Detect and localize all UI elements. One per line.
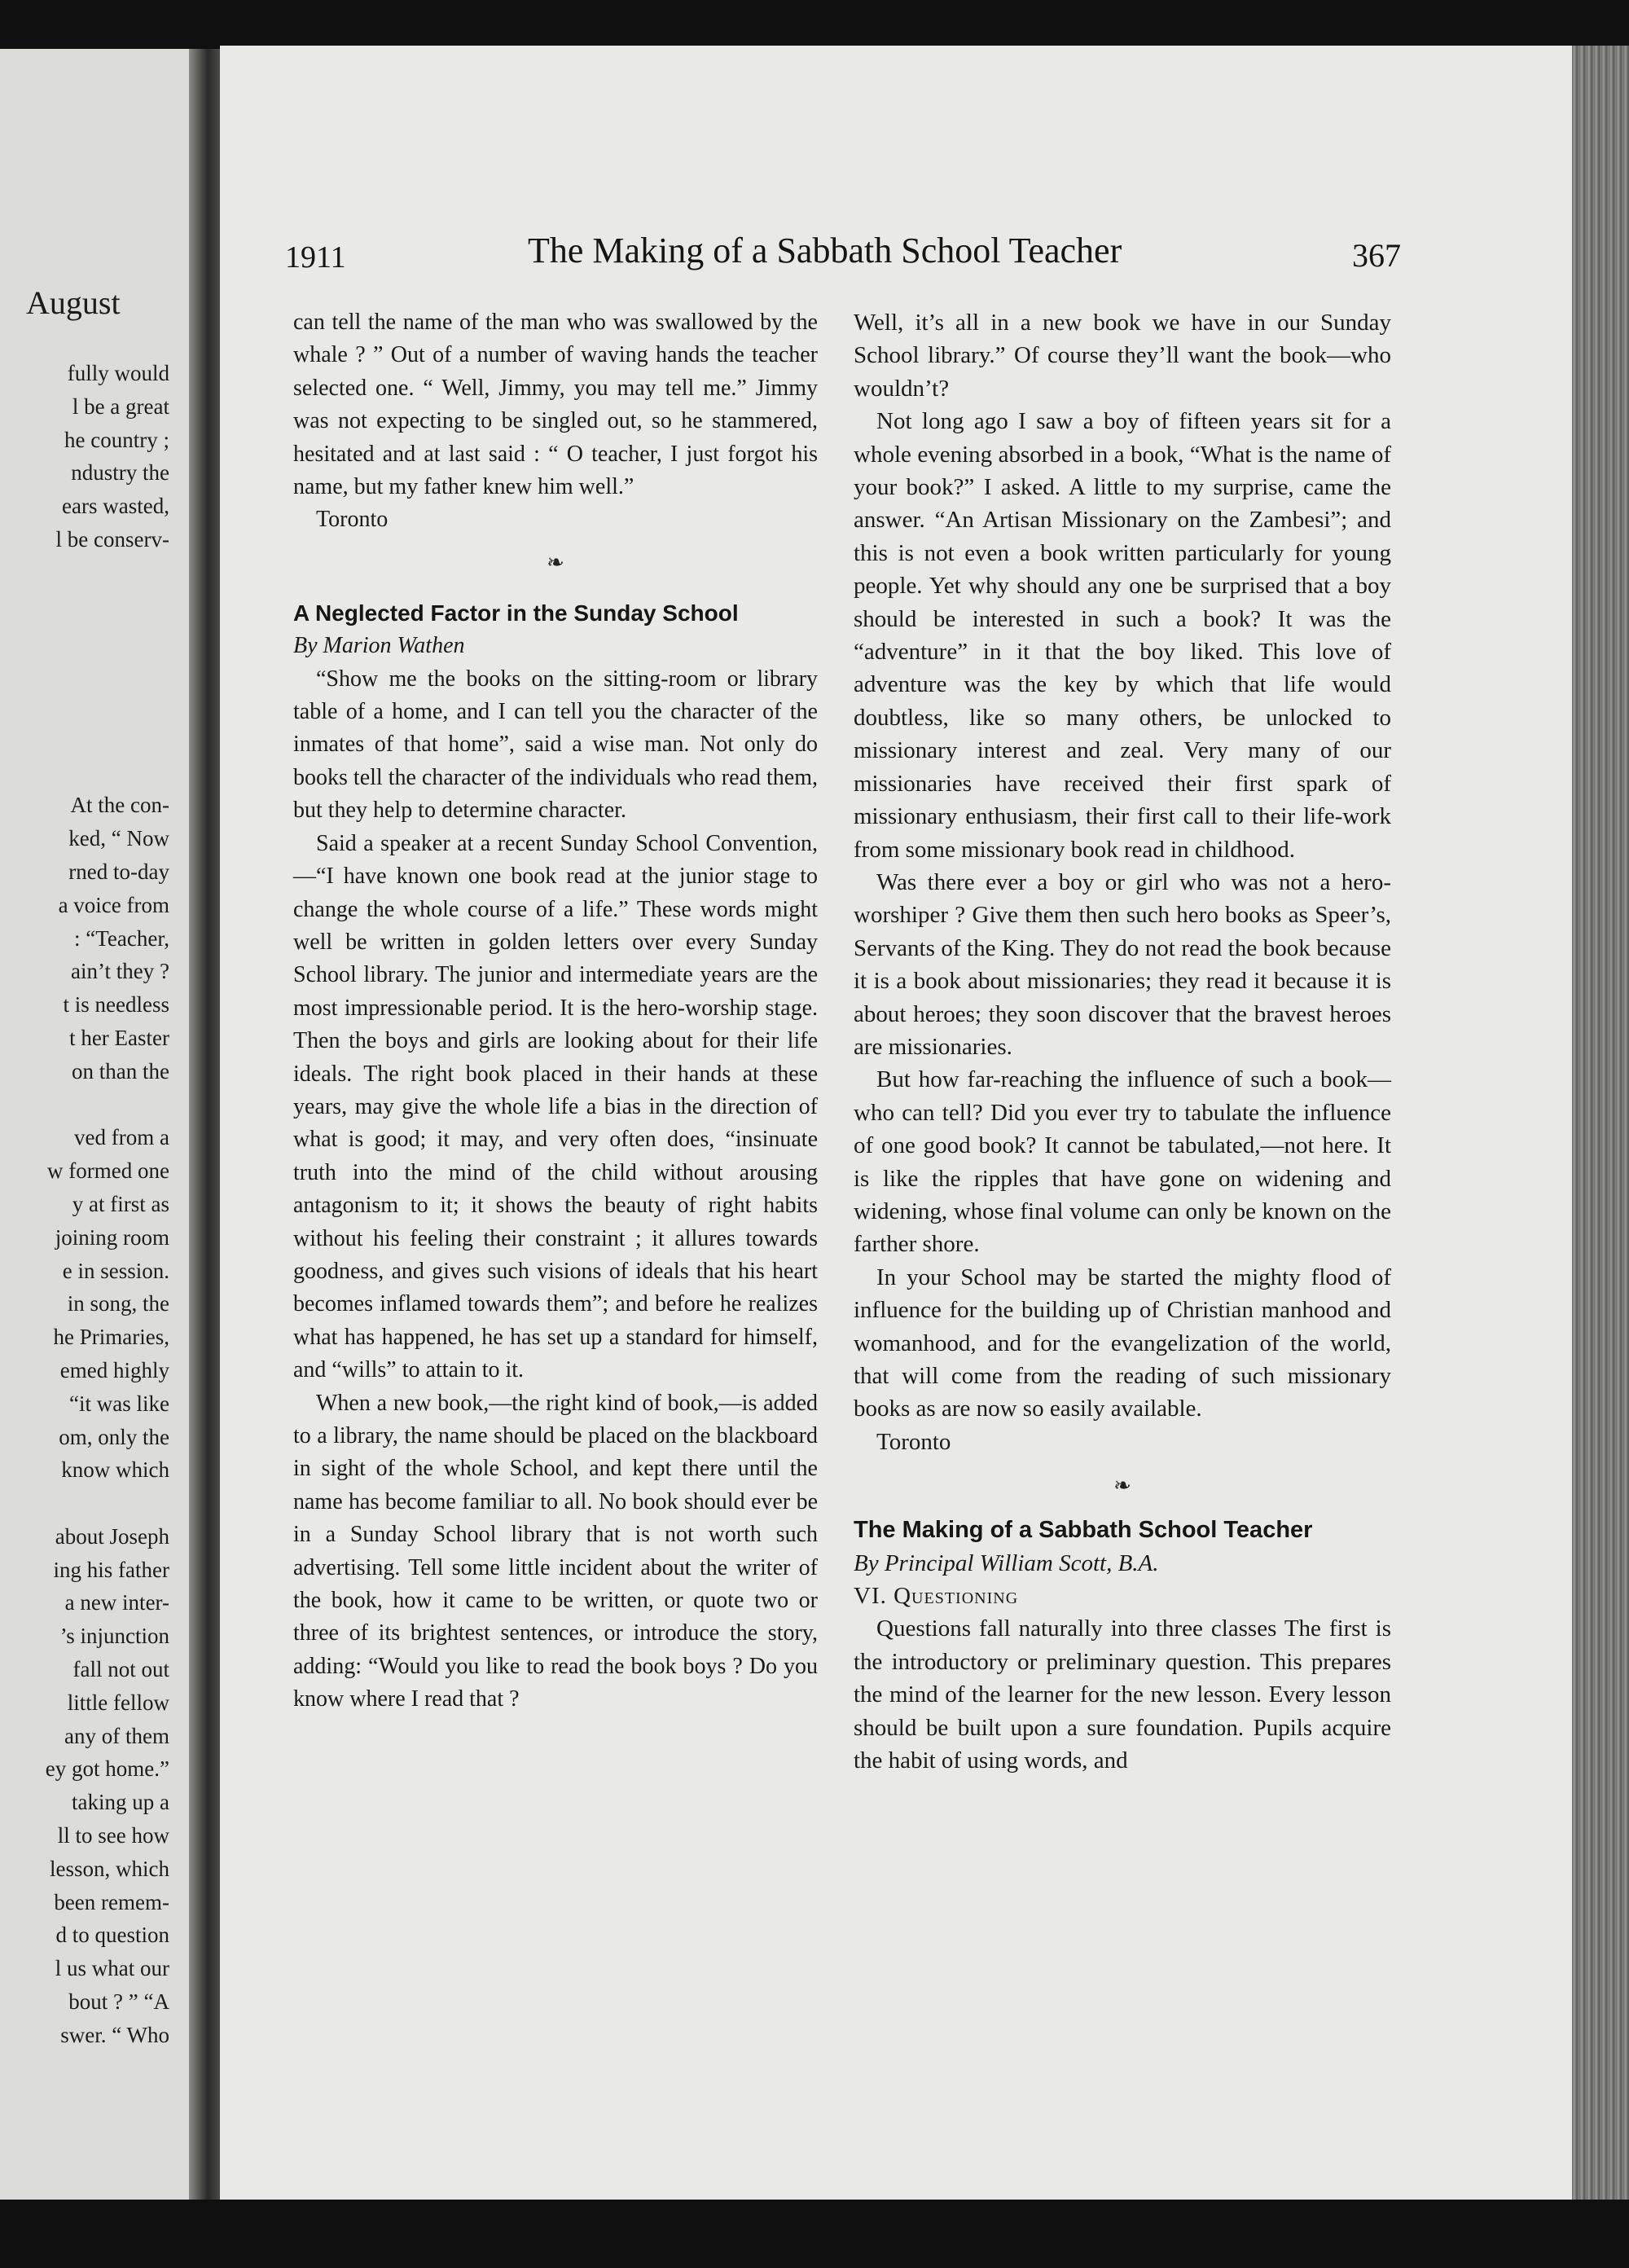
facing-page-line: l be a great [72,393,169,419]
paragraph: Was there ever a boy or girl who was not a hero-worshiper ? Give them then such hero books as Speer’s, Servants of the King. They do not read the book because it is a book about missionaries; they read it because it is about heroes; they soon discover that the bravest heroes are missionaries. [854,868,1391,1060]
facing-page-line: ears wasted, [62,494,169,519]
top-border [0,0,1629,49]
facing-page-line [0,590,169,623]
facing-page-line: been remem- [54,1889,169,1914]
facing-page-line: a new inter- [64,1590,169,1615]
facing-page-line: ll to see how [57,1823,169,1848]
facing-page-line [0,723,169,756]
facing-page-running-head: August [26,284,121,321]
facing-page-line: ain’t they ? [71,959,169,984]
facing-page-line: he country ; [64,427,169,452]
facing-page-line [0,1487,169,1520]
facing-page-line: l be conserv- [55,526,169,552]
facing-page-line: on than the [72,1058,169,1083]
ornament-leaf-icon: ❧ [1113,1474,1131,1498]
facing-page-line: “it was like [69,1391,169,1416]
facing-page-line: At the con- [70,793,169,818]
facing-page-line: joining room [55,1224,169,1250]
running-head-title: The Making of a Sabbath School Teacher [528,231,1122,270]
running-head [285,230,1401,279]
facing-page-line: swer. “ Who [60,2022,169,2047]
article-title: The Making of a Sabbath School Teacher [854,1517,1313,1544]
facing-page-line: fall not out [72,1657,169,1682]
left-column [293,306,818,1716]
facing-page-line: taking up a [72,1790,169,1815]
facing-page-line: lesson, which [50,1856,169,1881]
paragraph: Questions fall naturally into three classes The first is the introductory or preliminary question. This prepares the mind of the learner for the new lesson. Every lesson should be built upon a sure foundation. Pupils acquire the habit of using words, and [854,1615,1391,1774]
facing-page-line: ey got home.” [45,1756,169,1782]
facing-page-line: rned to-day [68,859,169,884]
paragraph: In your School may be started the mighty flood of influence for the building up of Christian manhood and womanhood, and for the evangelization of the world, that will come from the reading of such missionary books as are now so easily available. [854,1264,1391,1422]
facing-page-line: t her Easter [69,1025,169,1050]
ornament-leaf-icon: ❧ [547,550,564,574]
facing-page-line: ndustry the [71,460,169,486]
signature-location: Toronto [876,1428,951,1455]
paragraph: Not long ago I saw a boy of fifteen years sit for a whole evening absorbed in a book, “What is the name of your book?” I asked. A little to my surprise, came the answer. “An Artisan Missionary on the Zambesi”; and this is not even a book written particularly for young people. Yet why should any one be surprised that a boy should be interested in such a book? It was the “adventure” in it that the boy liked. This love of adventure was the key by which that life would doubtless, like so many others, be unlocked to missionary interest and zeal. Very many of our missionaries have received their first spark of missionary enthusiasm, their first call to their life-work from some missionary book read in childhood. [854,408,1391,863]
facing-page-line: he Primaries, [53,1325,169,1350]
article-byline: By Principal William Scott, B.A. [854,1549,1159,1576]
facing-page-line: y at first as [72,1191,169,1216]
facing-page-line: d to question [55,1923,169,1948]
signature-location: Toronto [316,507,389,533]
facing-page-line: fully would [67,361,169,385]
facing-page-line [0,556,169,590]
facing-page-line [0,1088,169,1122]
facing-page-line: bout ? ” “A [68,1989,169,2015]
facing-page-line [0,656,169,689]
facing-page-line: e in session. [62,1258,169,1283]
facing-page-line: about Joseph [55,1523,169,1549]
facing-page-line: any of them [64,1723,169,1748]
page-edges [1572,46,1629,2200]
book-gutter [189,49,220,2200]
facing-page-line: in song, the [67,1291,169,1316]
facing-page-line: om, only the [59,1424,169,1449]
facing-page-line: little fellow [67,1690,169,1715]
facing-page-line: know which [61,1457,169,1483]
paragraph: can tell the name of the man who was swallowed by the whale ? ” Out of a number of waving hands the teacher selected one. “ Well, Jimmy, you may tell me.” Jimmy was not expecting to be singled out, so he stammered, hesitated and at last said : “ O teacher, I just forgot his name, but my father knew him well.” [293,310,818,500]
facing-page-line: w formed one [47,1158,169,1184]
facing-page-line: : “Teacher, [74,925,169,951]
facing-page-line: a voice from [58,892,169,917]
paragraph: Well, it’s all in a new book we have in our Sunday School library.” Of course they’ll want the book—who wouldn’t? [854,310,1391,402]
page-number: 367 [1352,237,1401,274]
facing-page-line: l us what our [55,1956,169,1981]
facing-page-line [0,689,169,723]
facing-page-line: emed highly [59,1357,169,1382]
bottom-border [0,2200,1629,2268]
facing-page-line: ved from a [74,1125,169,1150]
facing-page-line [0,622,169,656]
paragraph: “Show me the books on the sitting-room or library table of a home, and I can tell you the character of the inmates of that home”, said a wise man. Not only do books tell the character of the individuals who read them, but they help to determine character. [293,666,818,824]
section-title: VI. Questioning [854,1583,1019,1610]
right-column [854,306,1391,1777]
paragraph: But how far-reaching the influence of such a book—who can tell? Did you ever try to tabulate the influence of one good book? It cannot be tabulated,—not here. It is like the ripples that have gone on widening and widening, whose final volume can only be known on the farther shore. [854,1066,1391,1258]
facing-page-line: ked, “ Now [68,826,169,851]
facing-page-text [0,357,169,2052]
article-byline: By Marion Wathen [293,633,465,659]
paragraph: When a new book,—the right kind of book,—is added to a library, the name should be placed on the blackboard in sight of the whole School, and kept there until the name has become familiar to all. No book should ever be in a Sunday School library that is not worth such advertising. Tell some little incident about the writer of the book, how it came to be written, or quote two or three of its brightest sentences, or introduce the story, adding: “Would you like to read the book boys ? Do you know where I read that ? [293,1390,818,1712]
facing-page-line: t is needless [63,992,169,1018]
facing-page-line: ’s injunction [59,1624,169,1649]
facing-page-fragment [0,49,189,2200]
running-head-year: 1911 [285,240,346,275]
article-title: A Neglected Factor in the Sunday School [293,600,739,626]
facing-page-line: ing his father [53,1557,169,1582]
facing-page-line [0,756,169,789]
paragraph: Said a speaker at a recent Sunday School Convention,—“I have known one book read at the junior stage to change the whole course of a life.” These words might well be written in golden letters over every Sunday School library. The junior and intermediate years are the most impressionable period. It is the hero-worship stage. Then the boys and girls are looking about for their life ideals. The right book placed in their hands at these years, may give the whole life a bias in the direction of what is good; it may, and very often does, “insinuate truth into the mind of the child without arousing antagonism to it; it shows the beauty of right habits without his feeling their constraint ; it allures towards goodness, and gives such visions of ideals that his heart becomes inflamed towards them”; and before he realizes what has happened, he has set up a standard for himself, and “wills” to attain to it. [293,830,818,1383]
